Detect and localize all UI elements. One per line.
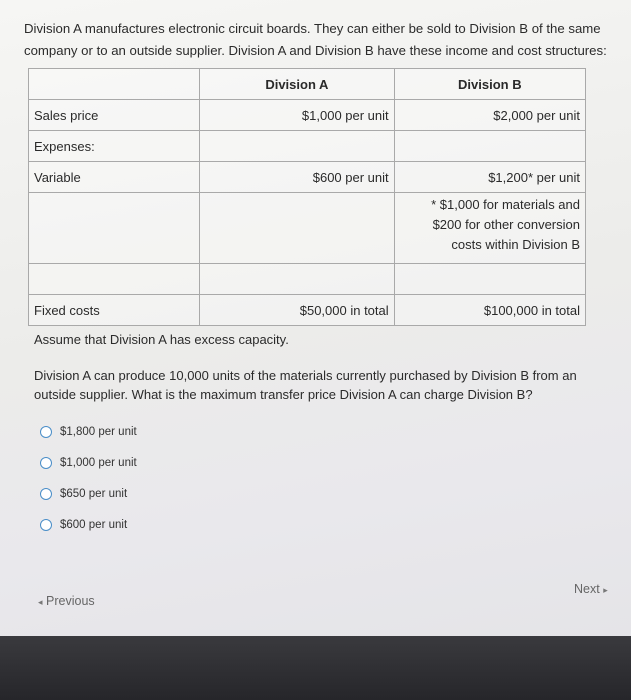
answer-option-2[interactable] [40,455,137,471]
sales-price-division-b: $2,000 per unit [394,100,585,131]
row-label-variable: Variable [29,162,200,193]
footnote-division-b: * $1,000 for materials and $200 for other conversion costs within Division B [394,193,585,264]
next-label: Next [574,582,600,596]
header-division-b: Division B [394,69,585,100]
table-row [29,162,586,193]
variable-division-a: $600 per unit [200,162,395,193]
answer-option-label: $1,800 per unit [60,426,137,438]
expenses-division-a [200,131,395,162]
problem-intro: Division A manufactures electronic circuit boards. They can either be sold to Division B of the same company or to an outside supplier. Division A and Division B have these income and cost structures: [24,21,607,58]
footnote-label-empty [29,193,200,264]
radio-button[interactable] [40,488,52,500]
question-assumption: Assume that Division A has excess capacity. [34,332,289,347]
table-row [29,264,586,295]
answer-option-1[interactable] [40,424,137,440]
table-row [29,100,586,131]
previous-button[interactable] [38,594,95,608]
answer-option-3[interactable] [40,486,137,502]
footnote-division-a-empty [200,193,395,264]
header-blank [29,69,200,100]
radio-button[interactable] [40,519,52,531]
variable-division-b: $1,200* per unit [394,162,585,193]
table-row [29,131,586,162]
question-prompt: Division A can produce 10,000 units of the materials currently purchased by Division B from an outside supplier. What is the maximum transfer price Division A can charge Division B? [34,368,577,402]
next-button[interactable] [574,582,608,596]
question-text [34,330,594,404]
header-division-a: Division A [200,69,395,100]
empty-cell [200,264,395,295]
radio-button[interactable] [40,457,52,469]
table-header-row [29,69,586,100]
expenses-division-b [394,131,585,162]
cost-structure-table [28,68,586,326]
table-row [29,193,586,264]
row-label-fixed-costs: Fixed costs [29,295,200,326]
fixed-costs-division-a: $50,000 in total [200,295,395,326]
answer-option-label: $600 per unit [60,519,128,531]
chevron-left-icon: ◂ [38,597,43,607]
answer-option-label: $1,000 per unit [60,457,137,469]
empty-cell [394,264,585,295]
bottom-bar [0,636,631,700]
table-row [29,295,586,326]
sales-price-division-a: $1,000 per unit [200,100,395,131]
row-label-expenses: Expenses: [29,131,200,162]
radio-button[interactable] [40,426,52,438]
row-label-sales-price: Sales price [29,100,200,131]
answer-options [40,424,137,548]
fixed-costs-division-b: $100,000 in total [394,295,585,326]
previous-label: Previous [46,594,95,608]
chevron-right-icon: ▸ [603,585,608,595]
empty-cell [29,264,200,295]
answer-option-4[interactable] [40,517,137,533]
answer-option-label: $650 per unit [60,488,128,500]
